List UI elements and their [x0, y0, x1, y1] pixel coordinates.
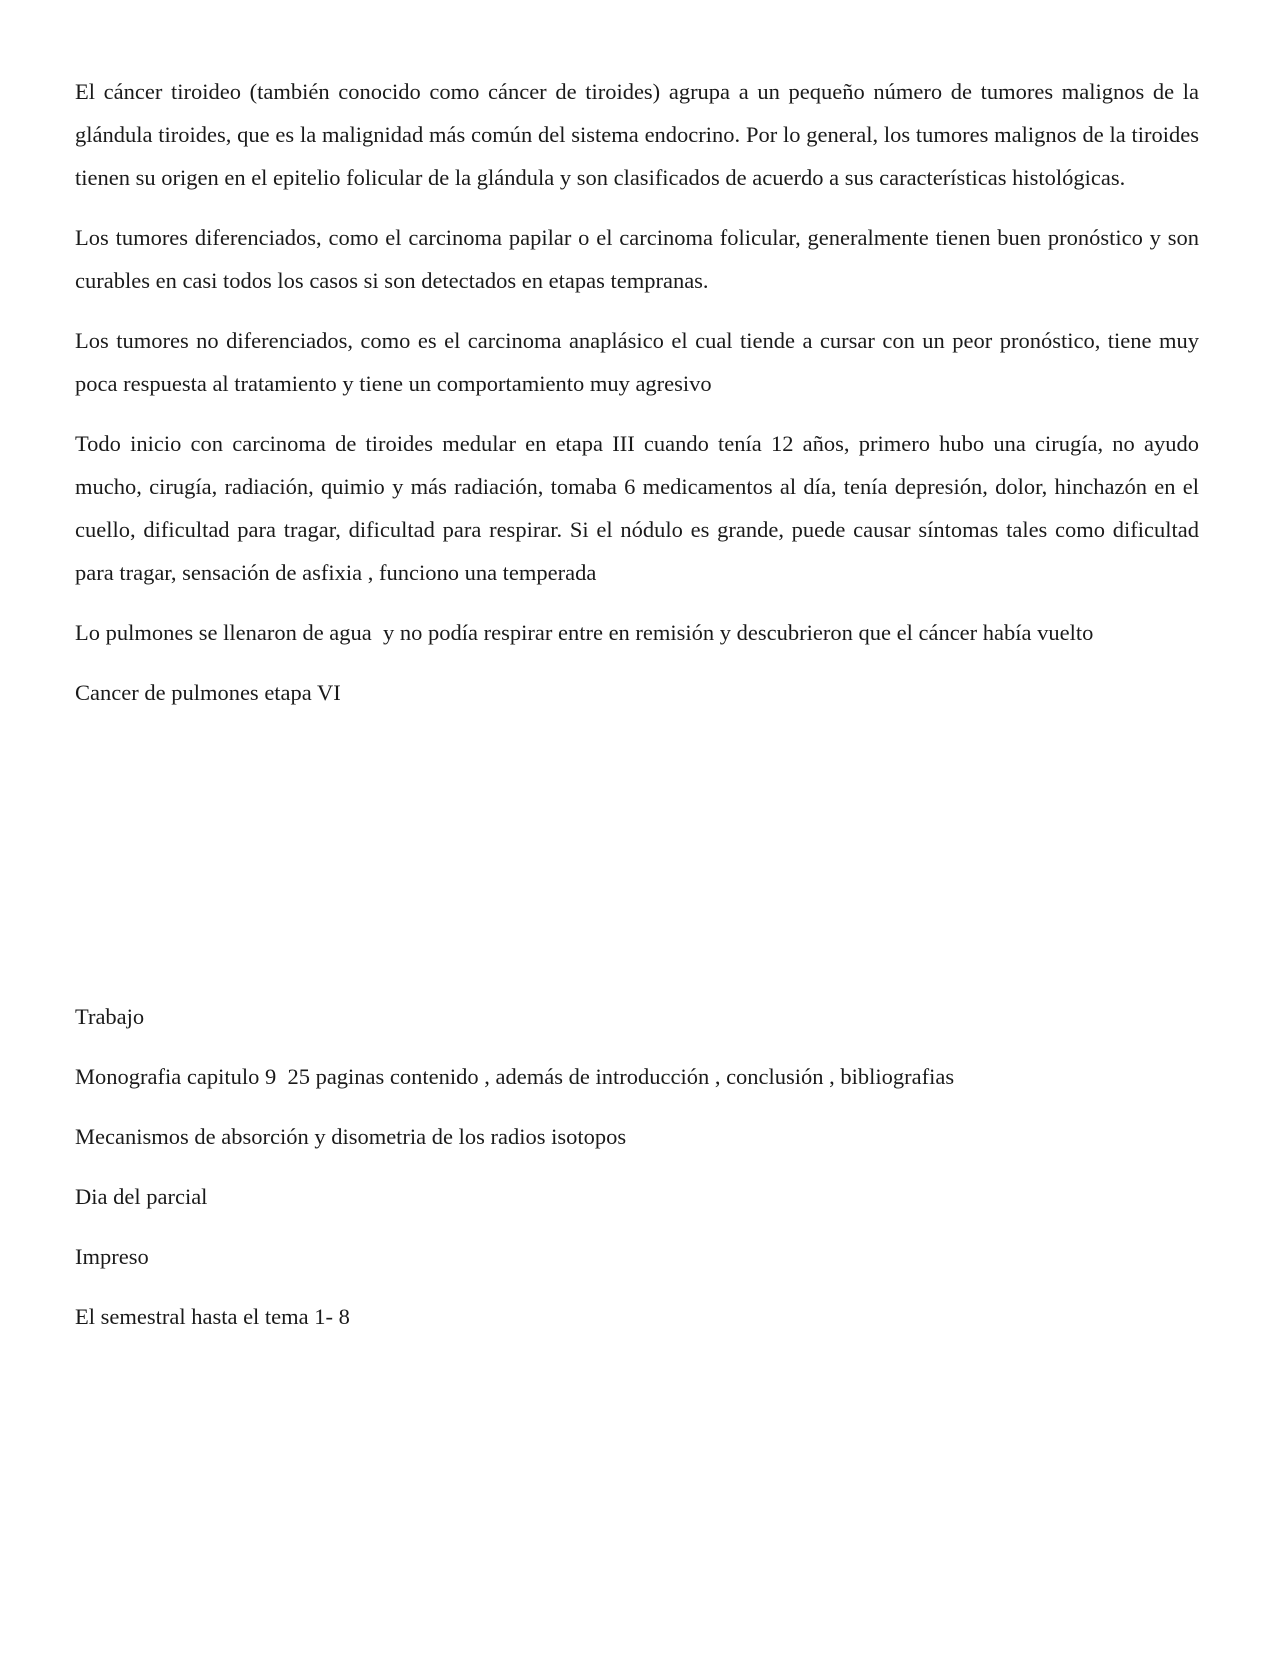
note-impreso: Impreso: [75, 1244, 149, 1269]
paragraph-lung-relapse: Lo pulmones se llenaron de agua y no podía respirar entre en remisión y descubrieron que el cáncer había vuelto: [75, 620, 1094, 645]
paragraph-patient-history: Todo inicio con carcinoma de tiroides medular en etapa III cuando tenía 12 años, primero hubo una cirugía, no ayudo mucho, cirugía, radiación, quimio y más radiación, tomaba 6 medicamentos al día, tenía depresión, dolor, hinchazón en el cuello, dificultad para tragar, dificultad para respirar. Si el nódulo es grande, puede causar síntomas tales como dificultad para tragar, sensación de asfixia , funciono una temperada: [75, 431, 1205, 585]
note-monografia: Monografia capitulo 9 25 paginas contenido , además de introducción , conclusión , bibliografias: [75, 1064, 955, 1089]
note-dia-parcial: Dia del parcial: [75, 1184, 208, 1209]
note-semestral: El semestral hasta el tema 1- 8: [75, 1304, 350, 1329]
paragraph-differentiated-tumors: Los tumores diferenciados, como el carcinoma papilar o el carcinoma folicular, generalmente tienen buen pronóstico y son curables en casi todos los casos si son detectados en etapas tempranas.: [75, 225, 1205, 293]
note-trabajo: Trabajo: [75, 1004, 145, 1029]
note-mecanismos: Mecanismos de absorción y disometria de los radios isotopos: [75, 1124, 627, 1149]
paragraph-undifferentiated-tumors: Los tumores no diferenciados, como es el carcinoma anaplásico el cual tiende a cursar con un peor pronóstico, tiene muy poca respuesta al tratamiento y tiene un comportamiento muy agresivo: [75, 328, 1205, 396]
paragraph-thyroid-cancer-intro: El cáncer tiroideo (también conocido como cáncer de tiroides) agrupa a un pequeño número de tumores malignos de la glándula tiroides, que es la malignidad más común del sistema endocrino. Por lo general, los tumores malignos de la tiroides tienen su origen en el epitelio folicular de la glándula y son clasificados de acuerdo a sus características histológicas.: [75, 79, 1205, 190]
paragraph-lung-cancer-stage: Cancer de pulmones etapa VI: [75, 680, 341, 705]
body-text: [75, 70, 1205, 731]
notes-section: [75, 995, 1199, 1355]
